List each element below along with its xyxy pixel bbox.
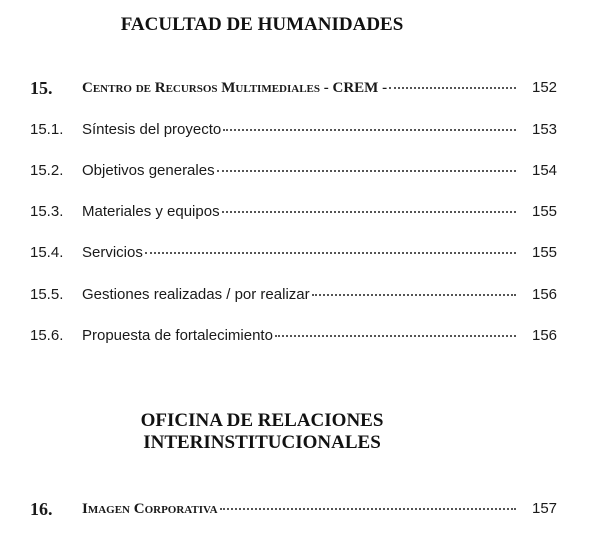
toc-entry-number: 15.4.	[30, 244, 64, 261]
toc-entry-title-wrap	[82, 241, 516, 265]
dot-leader	[220, 507, 516, 510]
toc-entry-number: 16.	[30, 499, 53, 519]
dot-leader	[312, 293, 516, 296]
toc-entry[interactable]	[0, 118, 600, 142]
heading-line: FACULTAD DE HUMANIDADES	[120, 14, 404, 35]
toc-entry-title: Imagen Corporativa	[82, 501, 218, 517]
toc-entry-number: 15.2.	[30, 162, 64, 179]
toc-entry-number: 15.	[30, 78, 53, 98]
toc-entry-title-wrap	[82, 324, 516, 348]
toc-entry-title-wrap	[82, 118, 516, 142]
toc-entry-title: Servicios	[82, 244, 143, 261]
toc-entry-page: 156	[532, 327, 558, 344]
toc-entry-title-wrap	[82, 159, 516, 183]
heading-line: INTERINSTITUCIONALES	[143, 432, 381, 453]
toc-entry-page: 157	[532, 500, 558, 517]
toc-entry[interactable]	[0, 497, 600, 521]
dot-leader	[222, 210, 516, 213]
toc-entry-page: 155	[532, 203, 558, 220]
toc-entry-page: 154	[532, 162, 558, 179]
dot-leader	[275, 334, 516, 337]
toc-entry-title: Síntesis del proyecto	[82, 121, 222, 138]
toc-entry-page: 155	[532, 244, 558, 261]
toc-entry-title-wrap	[82, 283, 516, 307]
toc-entry-title-wrap	[82, 497, 516, 521]
dot-leader	[217, 169, 516, 172]
toc-entry-number: 15.1.	[30, 121, 64, 138]
toc-entry-number: 15.3.	[30, 203, 64, 220]
dot-leader	[223, 128, 516, 131]
section-heading-relaciones	[0, 410, 562, 454]
toc-entry[interactable]	[0, 76, 600, 100]
heading-line: OFICINA DE RELACIONES	[140, 410, 384, 431]
toc-entry-page: 156	[532, 286, 558, 303]
toc-entry[interactable]	[0, 283, 600, 307]
toc-entry[interactable]	[0, 324, 600, 348]
section-heading-humanidades	[0, 14, 562, 36]
toc-entry-page: 153	[532, 121, 558, 138]
toc-entry-title-wrap	[82, 76, 516, 100]
toc-entry-title: Materiales y equipos	[82, 203, 220, 220]
toc-entry-title-wrap	[82, 200, 516, 224]
toc-entry[interactable]	[0, 159, 600, 183]
toc-entry-number: 15.6.	[30, 327, 64, 344]
toc-entry-title: Propuesta de fortalecimiento	[82, 327, 273, 344]
toc-entry-page: 152	[532, 79, 558, 96]
toc-entry[interactable]	[0, 200, 600, 224]
toc-entry-title: Objetivos generales	[82, 162, 215, 179]
toc-entry-title: Centro de Recursos Multimediales - CREM -	[82, 80, 388, 96]
toc-entry-number: 15.5.	[30, 286, 64, 303]
dot-leader	[145, 251, 516, 254]
toc-entry[interactable]	[0, 241, 600, 265]
toc-entry-title: Gestiones realizadas / por realizar	[82, 286, 310, 303]
dot-leader	[389, 86, 516, 89]
